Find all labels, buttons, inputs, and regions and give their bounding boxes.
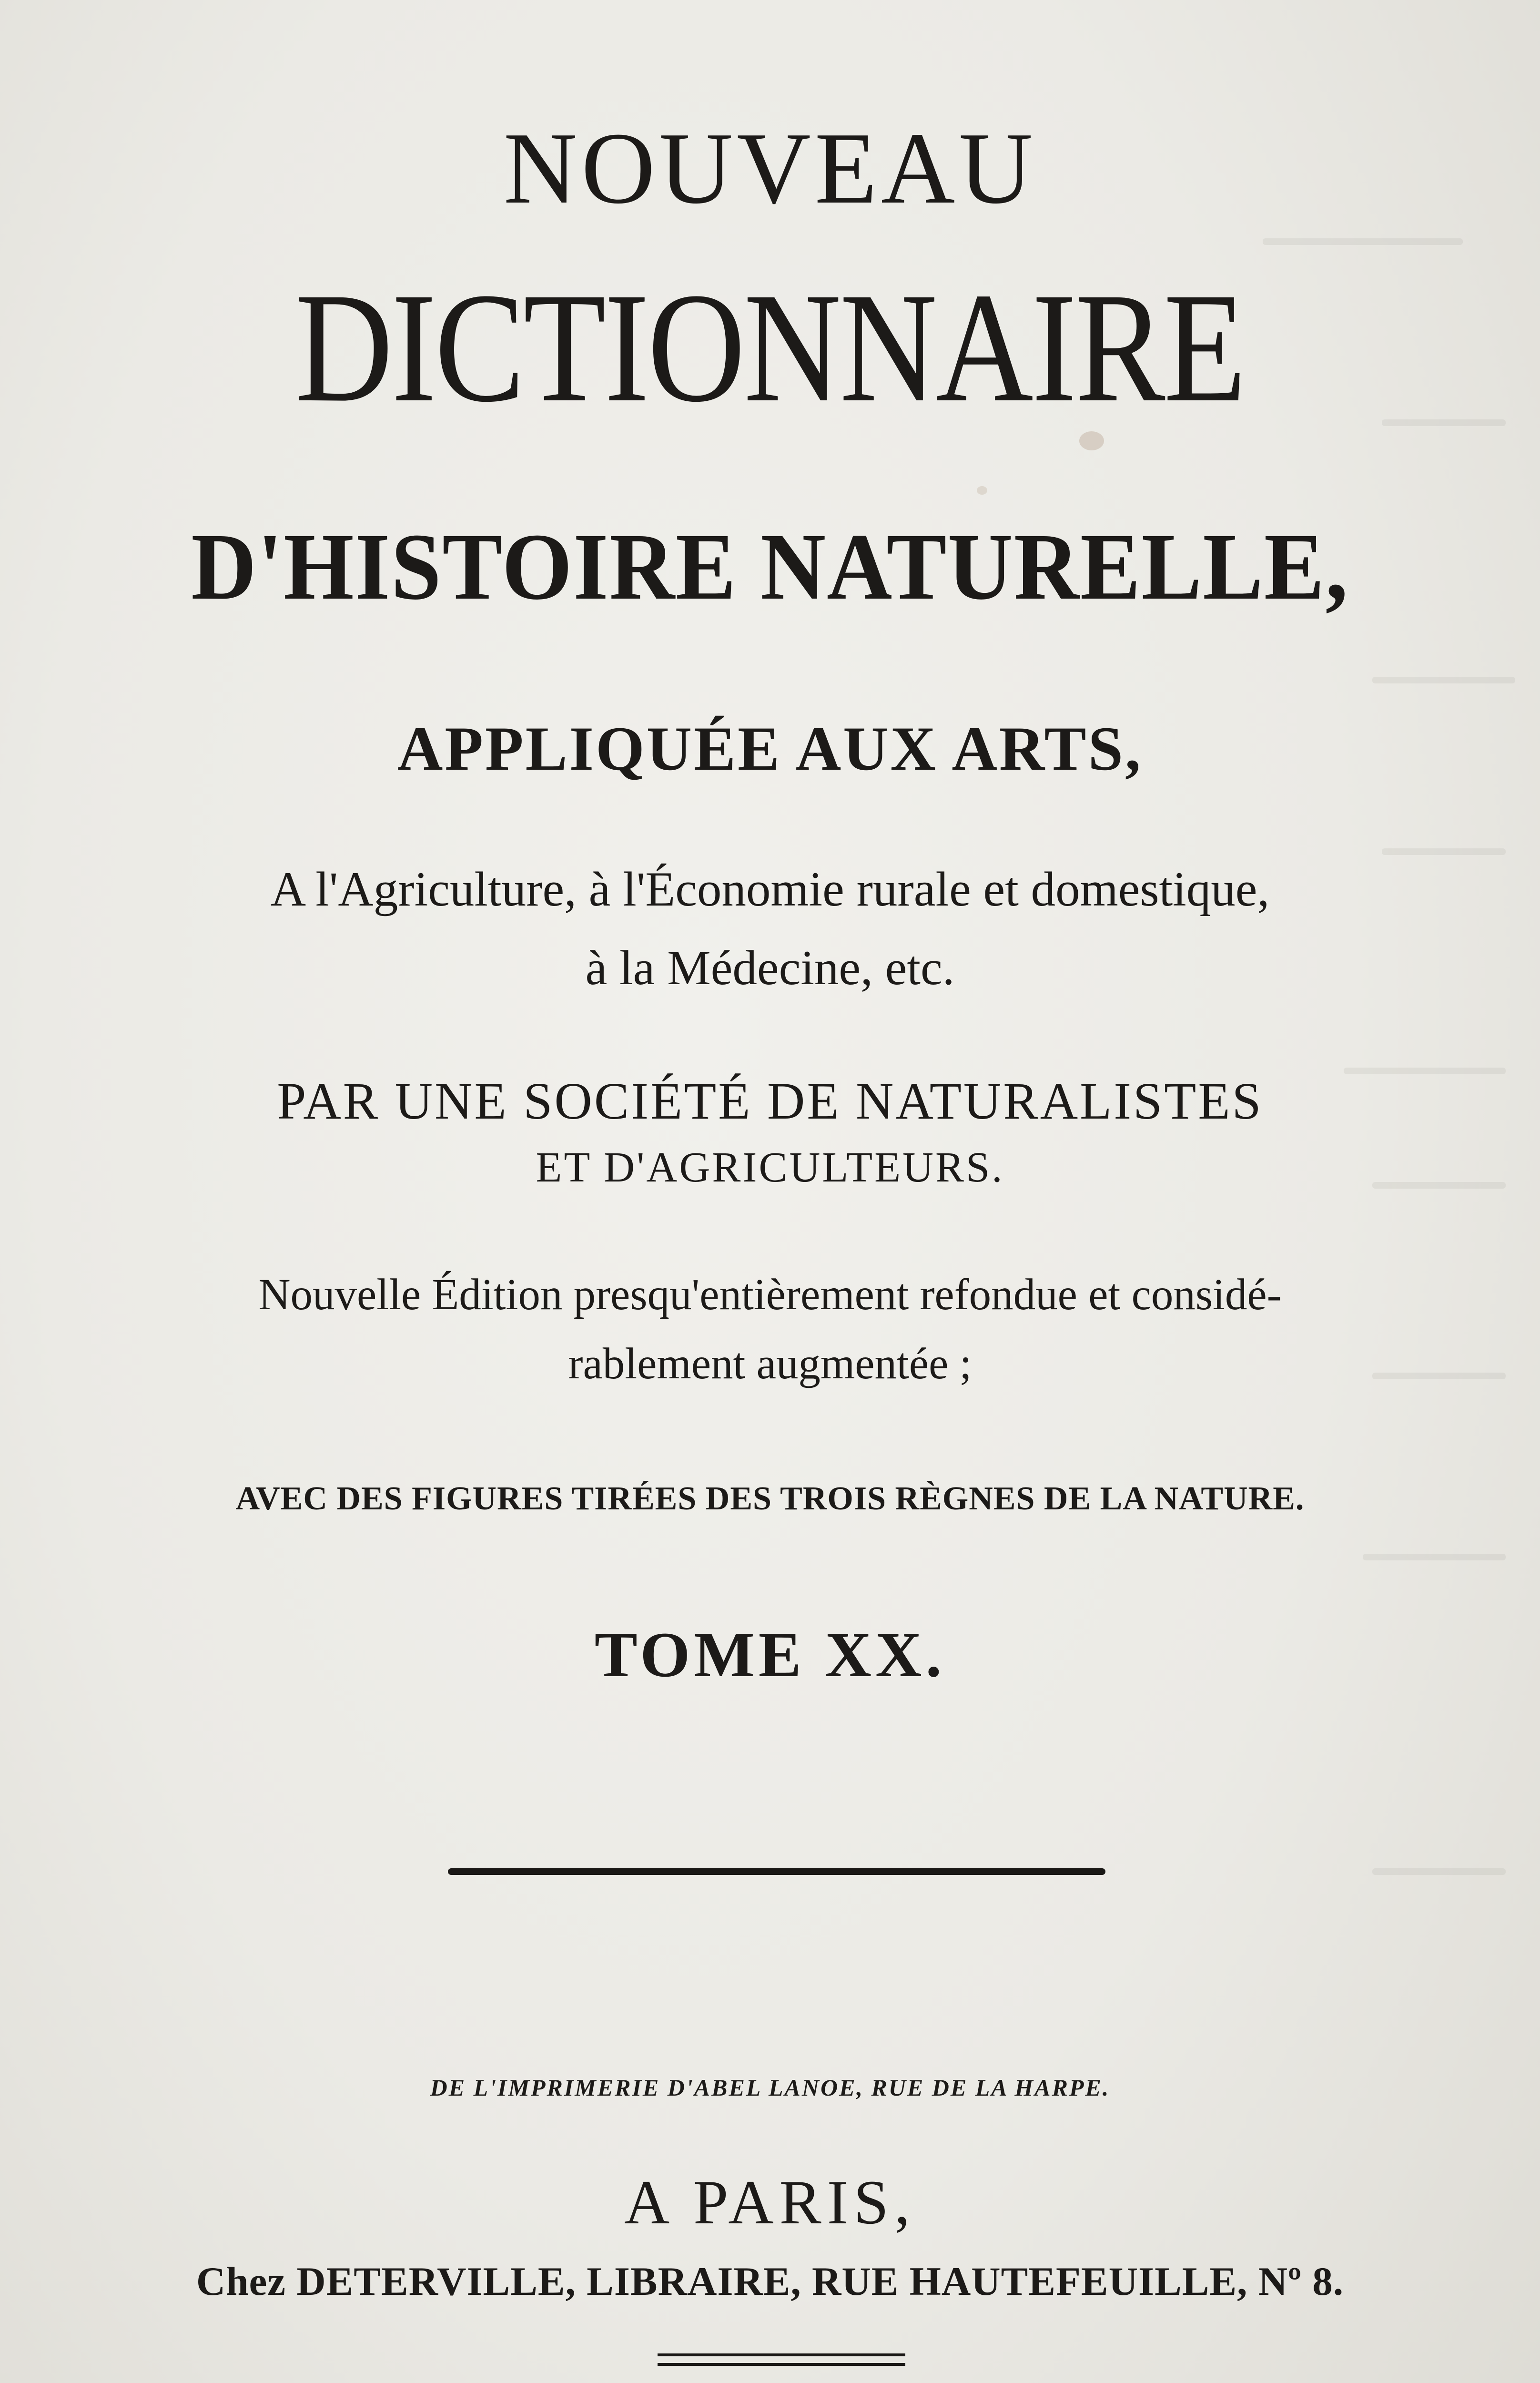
title-dictionnaire: DICTIONNAIRE	[295, 261, 1245, 435]
authors-line2: ET D'AGRICULTEURS.	[536, 1144, 1004, 1191]
authors-line1: PAR UNE SOCIÉTÉ DE NATURALISTES	[277, 1072, 1263, 1130]
bleed-through-text	[1363, 1554, 1506, 1560]
city-line: A PARIS,	[624, 2167, 916, 2237]
subtitle-agriculture: A l'Agriculture, à l'Économie rurale et domestique,	[270, 862, 1270, 917]
figures-line: AVEC DES FIGURES TIRÉES DES TROIS RÈGNES DE LA NATURE.	[235, 1480, 1305, 1517]
bleed-through-text	[1382, 848, 1506, 855]
double-rule-bottom	[658, 2363, 905, 2366]
divider-rule	[448, 1868, 1105, 1875]
bleed-through-text	[1372, 1868, 1506, 1875]
printer-line: DE L'IMPRIMERIE D'ABEL LANOE, RUE DE LA HARPE.	[430, 2074, 1110, 2101]
edition-line2: rablement augmentée ;	[568, 1339, 972, 1388]
bleed-through-text	[1263, 238, 1463, 245]
bleed-through-text	[1372, 677, 1515, 683]
tome-number: TOME XX.	[594, 1619, 946, 1691]
title-nouveau: NOUVEAU	[503, 111, 1037, 225]
bleed-through-text	[1344, 1068, 1506, 1074]
edition-line1: Nouvelle Édition presqu'entièrement refondue et considé-	[258, 1270, 1282, 1319]
double-rule-top	[658, 2353, 905, 2356]
foxing-spot	[977, 486, 987, 495]
subtitle-appliquee: APPLIQUÉE AUX ARTS,	[397, 713, 1143, 784]
subtitle-medecine: à la Médecine, etc.	[585, 941, 955, 995]
publisher-line: Chez DETERVILLE, LIBRAIRE, RUE HAUTEFEUILLE, Nº 8.	[196, 2259, 1344, 2304]
title-histoire-naturelle: D'HISTOIRE NATURELLE,	[191, 514, 1349, 620]
